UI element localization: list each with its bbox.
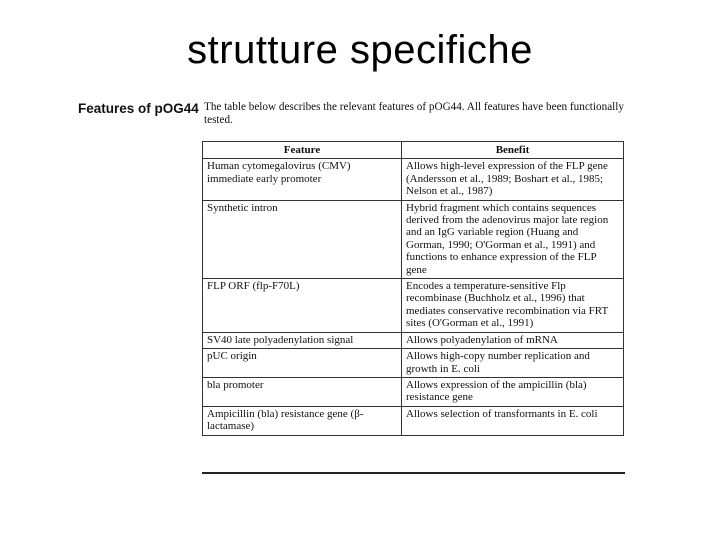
table-row: [203, 279, 624, 333]
feature-cell: Human cytomegalovirus (CMV) immediate early promoter: [203, 159, 402, 200]
table-row: [203, 200, 624, 278]
benefit-cell: Allows polyadenylation of mRNA: [402, 332, 624, 348]
column-header-feature: Feature: [203, 142, 402, 159]
benefit-cell: Allows high-level expression of the FLP gene (Andersson et al., 1989; Boshart et al., 1985; Nelson et al., 1987): [402, 159, 624, 200]
feature-cell: bla promoter: [203, 377, 402, 406]
section-heading: Features of pOG44: [78, 101, 199, 116]
table-row: [203, 349, 624, 378]
table-header-row: [203, 142, 624, 159]
table-row: [203, 377, 624, 406]
feature-cell: FLP ORF (flp-F70L): [203, 279, 402, 333]
table-bottom-rule: [202, 472, 625, 474]
benefit-cell: Allows selection of transformants in E. coli: [402, 406, 624, 435]
slide-title: strutture specifiche: [187, 28, 533, 72]
benefit-cell: Hybrid fragment which contains sequences derived from the adenovirus major late region and an IgG variable region (Huang and Gorman, 1990; O'Gorman et al., 1991) and functions to enhance expression of the FLP gene: [402, 200, 624, 278]
table-row: [203, 332, 624, 348]
feature-cell: pUC origin: [203, 349, 402, 378]
benefit-cell: Allows high-copy number replication and growth in E. coli: [402, 349, 624, 378]
intro-paragraph: The table below describes the relevant features of pOG44. All features have been functionally tested.: [204, 101, 624, 126]
feature-cell: SV40 late polyadenylation signal: [203, 332, 402, 348]
table-row: [203, 406, 624, 435]
table-row: [203, 159, 624, 200]
benefit-cell: Encodes a temperature-sensitive Flp recombinase (Buchholz et al., 1996) that mediates conservative recombination via FRT sites (O'Gorman et al., 1991): [402, 279, 624, 333]
feature-cell: Ampicillin (bla) resistance gene (β-lactamase): [203, 406, 402, 435]
feature-cell: Synthetic intron: [203, 200, 402, 278]
benefit-cell: Allows expression of the ampicillin (bla) resistance gene: [402, 377, 624, 406]
features-table: [202, 141, 624, 436]
column-header-benefit: Benefit: [402, 142, 624, 159]
